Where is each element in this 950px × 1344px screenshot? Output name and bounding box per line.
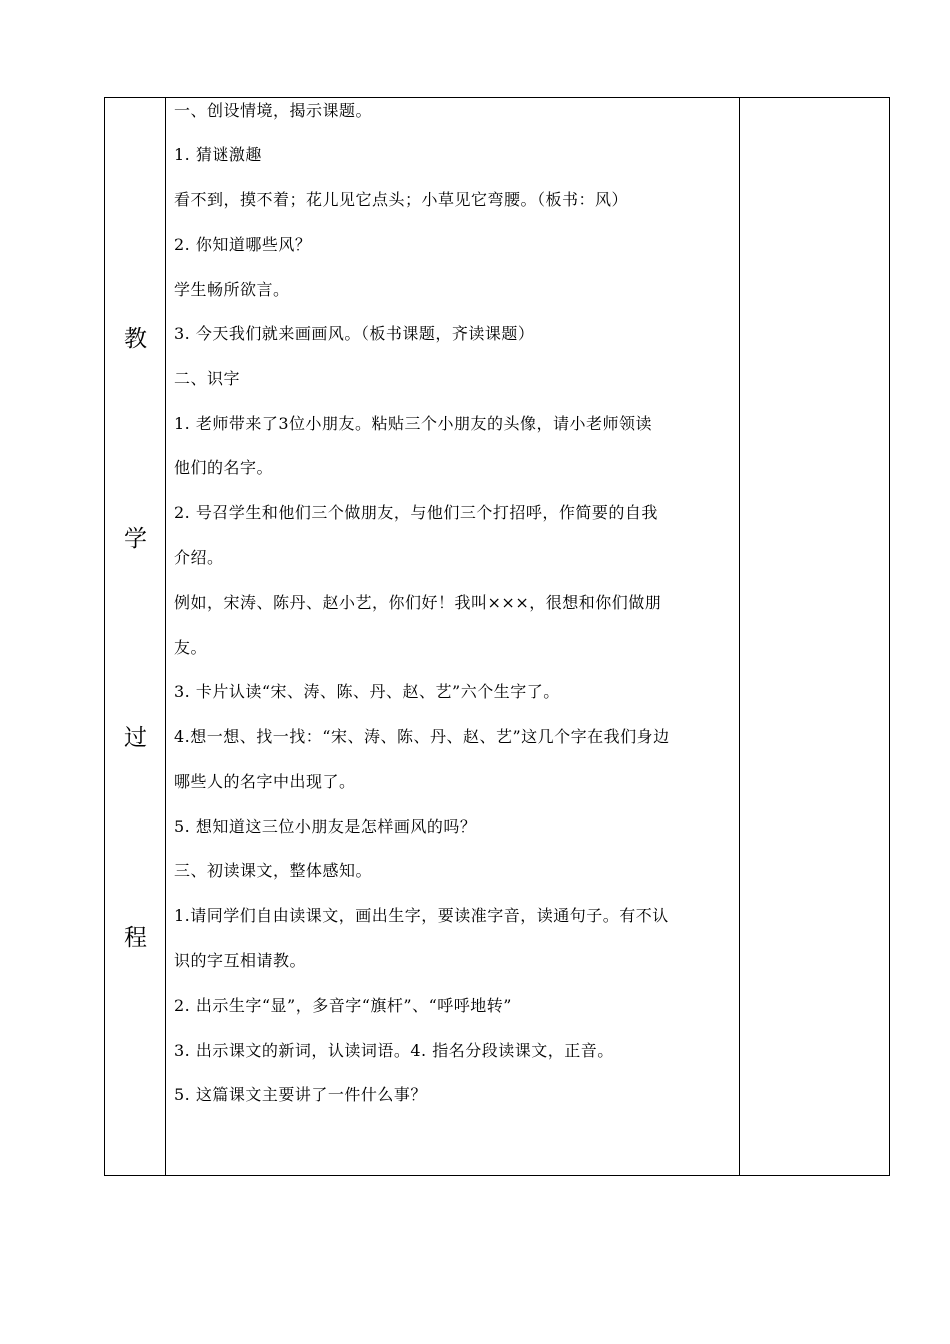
content-line: 3. 卡片认读“宋、涛、陈、丹、赵、艺”六个生字了。: [174, 682, 560, 701]
content-line: 3. 出示课文的新词，认读词语。4. 指名分段读课文，正音。: [174, 1041, 614, 1060]
content-line: 介绍。: [174, 548, 224, 567]
content-line: 5. 这篇课文主要讲了一件什么事？: [174, 1085, 427, 1104]
content-line: 2. 出示生字“显”，多音字“旗杆”、“呼呼地转”: [174, 996, 512, 1015]
content-line: 他们的名字。: [174, 458, 274, 477]
content-line: 例如，宋涛、陈丹、赵小艺，你们好！我叫×××，很想和你们做朋: [174, 593, 662, 612]
content-line: 2. 号召学生和他们三个做朋友，与他们三个打招呼，作简要的自我: [174, 503, 658, 522]
section-label-char: 教: [124, 326, 147, 352]
content-line: 友。: [174, 638, 208, 657]
section-label-char: 程: [124, 925, 147, 951]
content-line: 1. 老师带来了3位小朋友。粘贴三个小朋友的头像，请小老师领读: [174, 414, 653, 433]
content-line: 1.请同学们自由读课文，画出生字，要读准字音，读通句子。有不认: [174, 906, 669, 925]
content-line: 2. 你知道哪些风？: [174, 235, 312, 254]
section-heading: 二、识字: [174, 369, 241, 388]
content-line: 4.想一想、找一找：“宋、涛、陈、丹、赵、艺”这几个字在我们身边: [174, 727, 670, 746]
content-line: 1. 猜谜激趣: [174, 145, 262, 164]
content-line: 5. 想知道这三位小朋友是怎样画风的吗？: [174, 817, 477, 836]
content-line: 识的字互相请教。: [174, 951, 307, 970]
section-heading: 三、初读课文，整体感知。: [174, 861, 373, 880]
section-heading: 一、创设情境，揭示课题。: [174, 101, 373, 120]
content-line: 学生畅所欲言。: [174, 280, 290, 299]
section-label-char: 过: [124, 725, 147, 751]
notes-column: [740, 98, 889, 1175]
content-line: 看不到，摸不着；花儿见它点头；小草见它弯腰。（板书：风）: [174, 190, 629, 209]
section-label-char: 学: [124, 526, 147, 552]
content-line: 3. 今天我们就来画画风。（板书课题，齐读课题）: [174, 324, 535, 343]
lesson-content-column: [166, 98, 740, 1175]
section-label-column: [105, 98, 166, 1175]
content-line: 哪些人的名字中出现了。: [174, 772, 356, 791]
lesson-table: [104, 97, 890, 1176]
